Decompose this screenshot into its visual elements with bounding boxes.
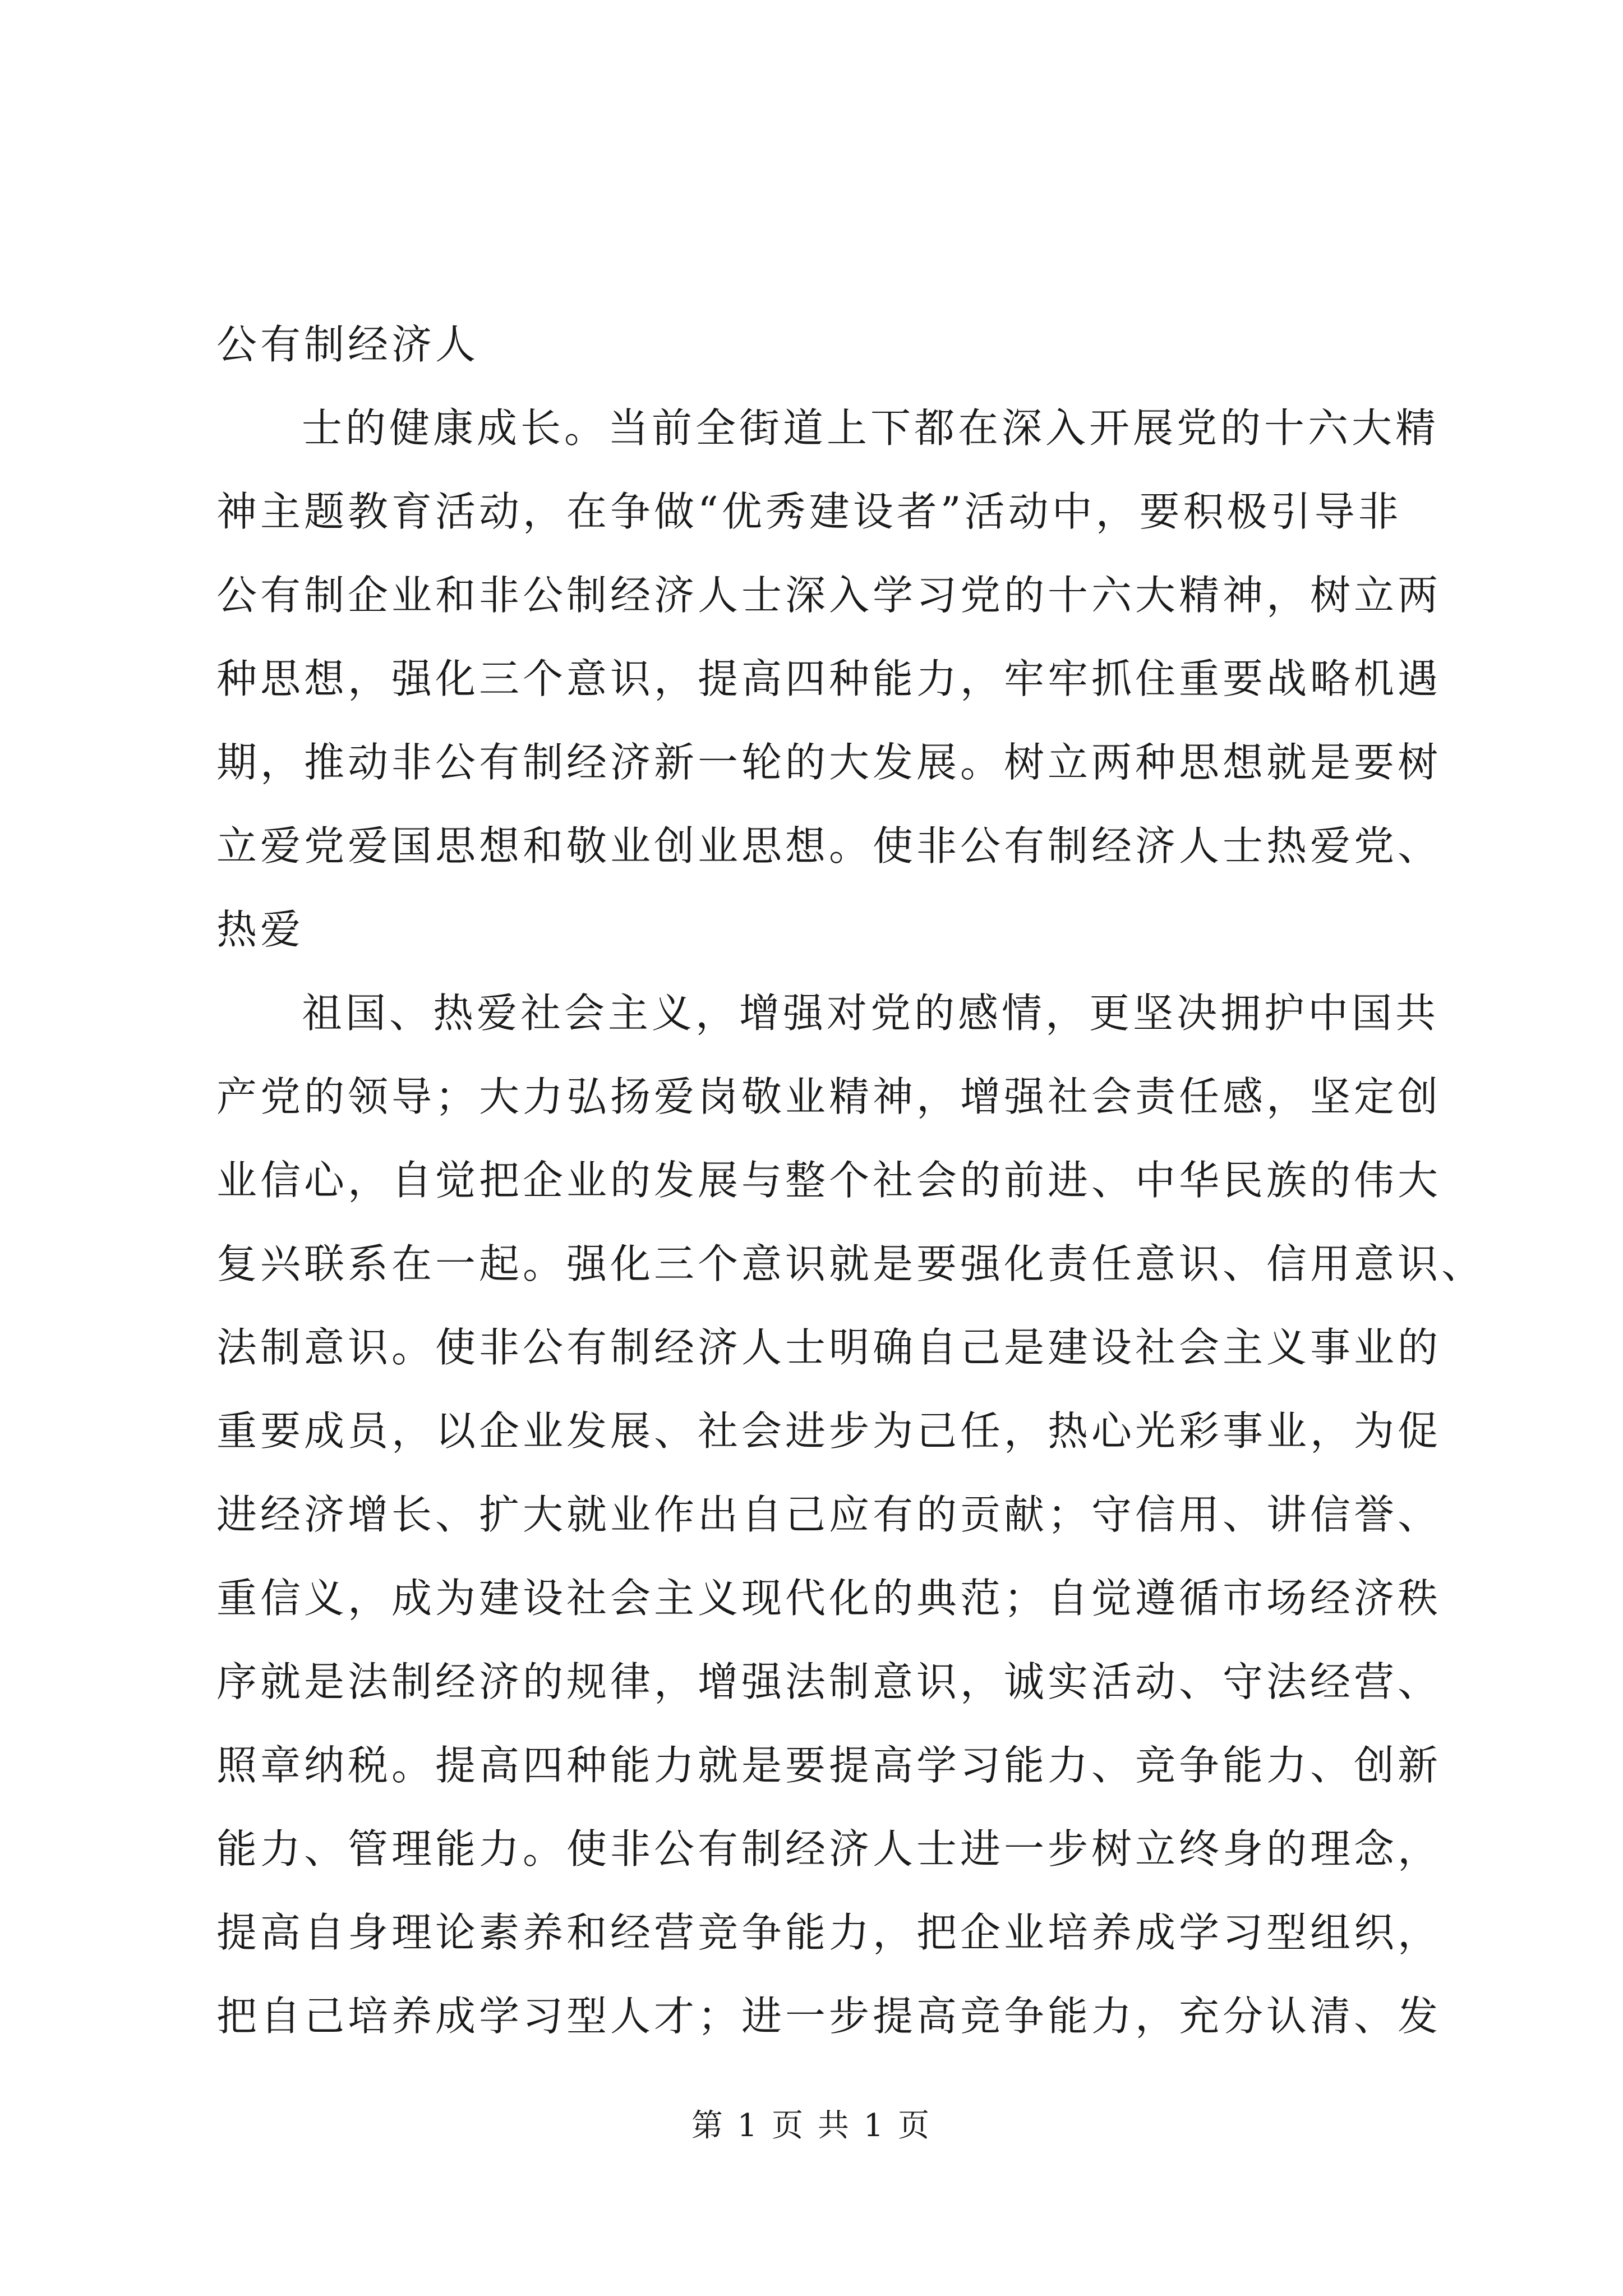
paragraph-line: 进经济增长、扩大就业作出自己应有的贡献；守信用、讲信誉、 <box>216 1491 1442 1538</box>
page-footer <box>0 2101 1623 2146</box>
paragraph-line: 提高自身理论素养和经营竞争能力，把企业培养成学习型组织， <box>216 1909 1442 1956</box>
paragraph-2 <box>216 972 1486 2058</box>
paragraph-1 <box>216 386 1442 972</box>
paragraph-line: 序就是法制经济的规律，增强法制意识，诚实活动、守法经营、 <box>216 1658 1442 1705</box>
page-number-label: 第 1 页 共 1 页 <box>691 2108 932 2144</box>
paragraph-line: 业信心，自觉把企业的发展与整个社会的前进、中华民族的伟大 <box>216 1157 1442 1204</box>
paragraph-line: 把自己培养成学习型人才；进一步提高竞争能力，充分认清、发 <box>216 1993 1442 2040</box>
heading-fragment: 公有制经济人 <box>216 321 479 368</box>
paragraph-line: 复兴联系在一起。强化三个意识就是要强化责任意识、信用意识、 <box>216 1240 1486 1287</box>
paragraph-line: 期，推动非公有制经济新一轮的大发展。树立两种思想就是要树 <box>216 739 1442 786</box>
paragraph-line: 重要成员，以企业发展、社会进步为己任，热心光彩事业，为促 <box>216 1407 1442 1455</box>
paragraph-line: 热爱 <box>216 906 305 953</box>
paragraph-line: 重信义，成为建设社会主义现代化的典范；自觉遵循市场经济秩 <box>216 1575 1442 1622</box>
document-body <box>216 303 1486 2058</box>
paragraph-line: 公有制企业和非公制经济人士深入学习党的十六大精神，树立两 <box>216 572 1442 619</box>
paragraph-line: 照章纳税。提高四种能力就是要提高学习能力、竞争能力、创新 <box>216 1742 1442 1789</box>
paragraph-line: 祖国、热爱社会主义，增强对党的感情，更坚决拥护中国共 <box>302 990 1440 1037</box>
paragraph-line: 种思想，强化三个意识，提高四种能力，牢牢抓住重要战略机遇 <box>216 655 1442 702</box>
paragraph-line: 法制意识。使非公有制经济人士明确自己是建设社会主义事业的 <box>216 1324 1442 1371</box>
paragraph-line: 神主题教育活动，在争做“优秀建设者”活动中，要积极引导非 <box>216 488 1402 535</box>
paragraph-line: 能力、管理能力。使非公有制经济人士进一步树立终身的理念， <box>216 1825 1442 1872</box>
paragraph-line: 立爱党爱国思想和敬业创业思想。使非公有制经济人士热爱党、 <box>216 822 1442 869</box>
paragraph-line: 士的健康成长。当前全街道上下都在深入开展党的十六大精 <box>302 404 1440 452</box>
paragraph-line: 产党的领导；大力弘扬爱岗敬业精神，增强社会责任感，坚定创 <box>216 1073 1442 1120</box>
